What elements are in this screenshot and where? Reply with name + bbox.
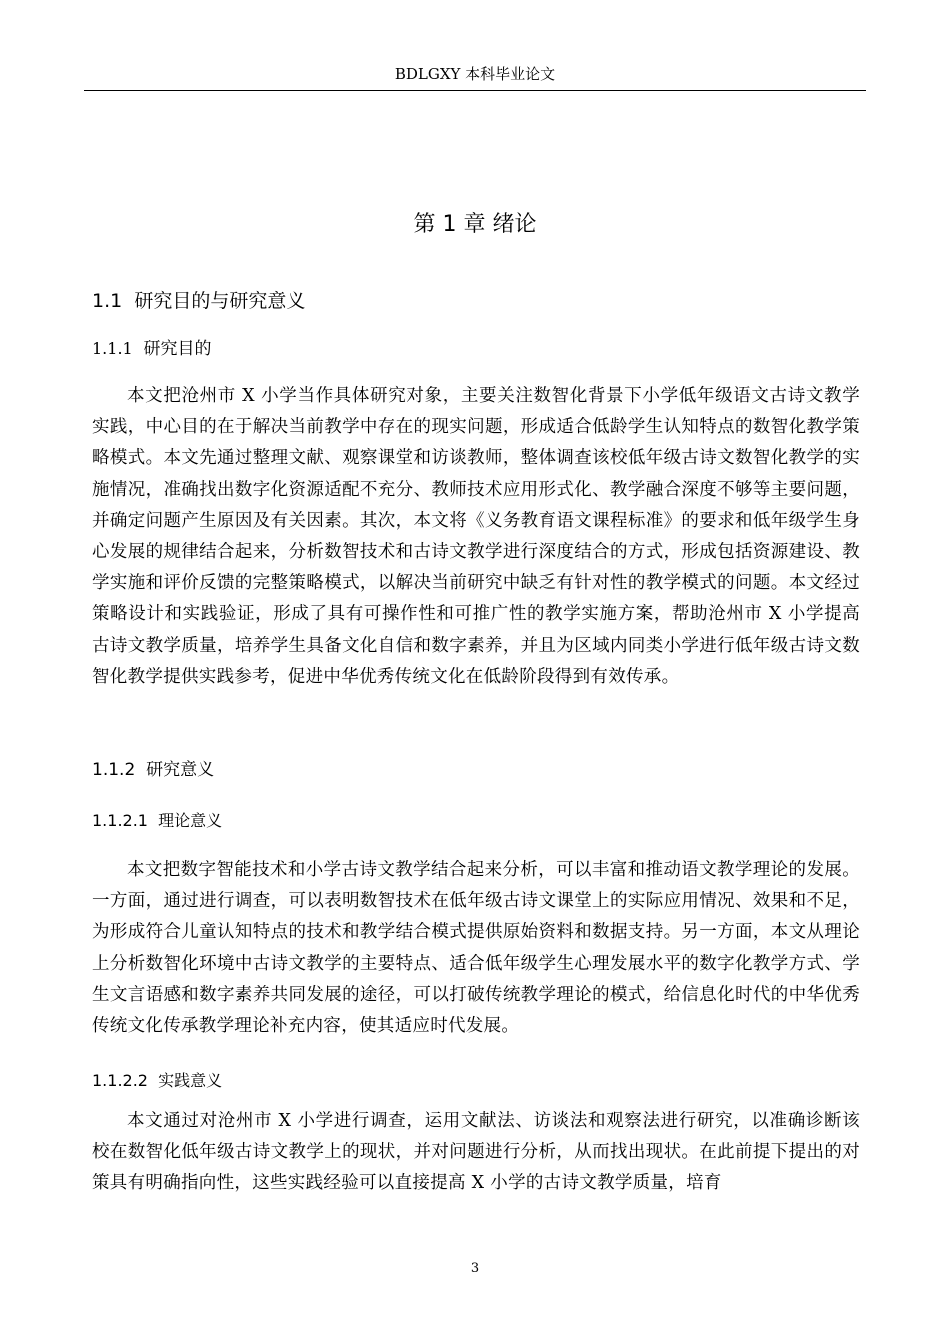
- body-paragraph-theoretical-significance: 本文把数字智能技术和小学古诗文教学结合起来分析，可以丰富和推动语文教学理论的发展。一方面，通过进行调查，可以表明数智技术在低年级古诗文课堂上的实际应用情况、效果和不足，为形成符合儿童认知特点的技术和教学结合模式提供原始资料和数据支持。另一方面，本文从理论上分析数智化环境中古诗文教学的主要特点、适合低年级学生心理发展水平的数字化教学方式、学生文言语感和数字素养共同发展的途径，可以打破传统教学理论的模式，给信息化时代的中华优秀传统文化传承教学理论补充内容，使其适应时代发展。: [92, 860, 860, 1037]
- chapter-title: 第 1 章 绪论: [413, 212, 537, 237]
- section-number: 1.1: [92, 290, 123, 312]
- section-title: 研究目的: [143, 339, 212, 359]
- section-number: 1.1.2: [92, 760, 136, 780]
- section-heading-1-1-2: [92, 758, 214, 782]
- header-divider: [84, 90, 866, 91]
- section-number: 1.1.1: [92, 339, 133, 358]
- section-number: 1.1.2.1: [92, 811, 148, 830]
- section-title: 理论意义: [158, 811, 223, 830]
- page-number: 3: [470, 1261, 480, 1276]
- section-heading-1-1-2-2: [92, 1069, 222, 1093]
- section-title: 实践意义: [158, 1071, 223, 1090]
- section-heading-1-1: [92, 288, 305, 314]
- section-title: 研究目的与研究意义: [134, 290, 306, 312]
- section-heading-1-1-2-1: [92, 809, 222, 833]
- body-paragraph-practical-significance: 本文通过对沧州市 X 小学进行调查，运用文献法、访谈法和观察法进行研究，以准确诊断该校在数智化低年级古诗文教学上的现状，并对问题进行分析，从而找出现状。在此前提下提出的对策具有明确指向性，这些实践经验可以直接提高 X 小学的古诗文教学质量，培育: [92, 1111, 860, 1194]
- section-number: 1.1.2.2: [92, 1071, 148, 1090]
- section-heading-1-1-1: [92, 337, 212, 361]
- body-paragraph-research-purpose: 本文把沧州市 X 小学当作具体研究对象，主要关注数智化背景下小学低年级语文古诗文教学实践，中心目的在于解决当前教学中存在的现实问题，形成适合低龄学生认知特点的数智化教学策略模式。本文先通过整理文献、观察课堂和访谈教师，整体调查该校低年级古诗文数智化教学的实施情况，准确找出数字化资源适配不充分、教师技术应用形式化、教学融合深度不够等主要问题，并确定问题产生原因及有关因素。其次，本文将《义务教育语文课程标准》的要求和低年级学生身心发展的规律结合起来，分析数智技术和古诗文教学进行深度结合的方式，形成包括资源建设、教学实施和评价反馈的完整策略模式，以解决当前研究中缺乏有针对性的教学模式的问题。本文经过策略设计和实践验证，形成了具有可操作性和可推广性的教学实施方案，帮助沧州市 X 小学提高古诗文教学质量，培养学生具备文化自信和数字素养，并且为区域内同类小学进行低年级古诗文数智化教学提供实践参考，促进中华优秀传统文化在低龄阶段得到有效传承。: [92, 386, 860, 687]
- running-header: BDLGXY 本科毕业论文: [394, 65, 556, 83]
- section-title: 研究意义: [146, 760, 215, 780]
